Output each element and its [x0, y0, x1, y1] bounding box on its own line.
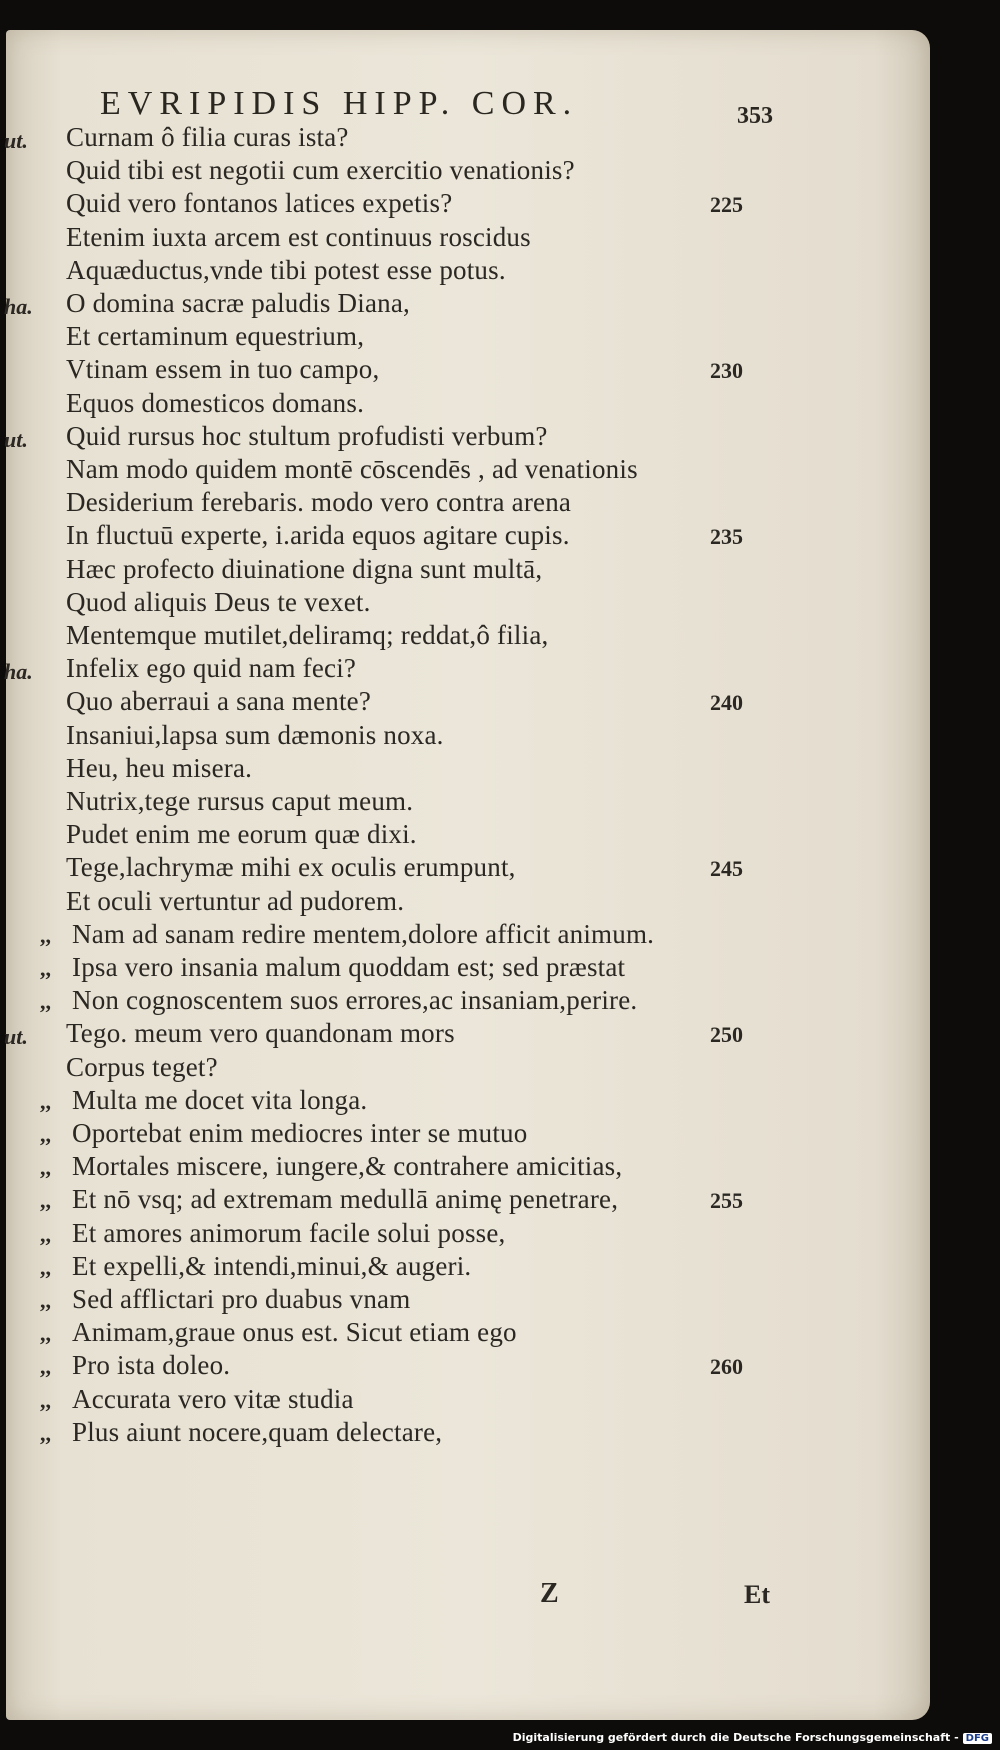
- line-number: 230: [710, 358, 743, 384]
- verse-line: [0, 288, 900, 322]
- line-number: 240: [710, 690, 743, 716]
- verse-text: Mortales miscere, iungere,& contrahere amicitias,: [72, 1151, 623, 1182]
- verse-line: [0, 819, 900, 853]
- verse-text: Nutrix,tege rursus caput meum.: [66, 786, 414, 816]
- gnomic-quote-mark: ,,: [40, 1155, 51, 1181]
- gnomic-quote-mark: ,,: [40, 1221, 51, 1247]
- verse-line: [0, 388, 900, 422]
- verse-line: [0, 1118, 900, 1152]
- running-title: EVRIPIDIS HIPP. COR.: [100, 85, 579, 122]
- verse-text: Curnam ô filia curas ista?: [66, 122, 349, 152]
- verse-line: [0, 421, 900, 455]
- verse-line: [0, 852, 900, 886]
- gnomic-quote-mark: ,,: [40, 1188, 51, 1214]
- verse-line: [0, 1184, 900, 1218]
- verse-line: [0, 1052, 900, 1086]
- verse-line: [0, 1350, 900, 1384]
- gnomic-quote-mark: ,,: [40, 1254, 51, 1280]
- verse-line: [0, 1317, 900, 1351]
- line-number: 245: [710, 856, 743, 882]
- speaker-label: ut.: [4, 1024, 28, 1050]
- verse-line: [0, 686, 900, 720]
- verse-line: [0, 1284, 900, 1318]
- verse-text: Heu, heu misera.: [66, 752, 253, 783]
- verse-text: Quid tibi est negotii cum exercitio venationis?: [66, 155, 575, 186]
- verse-text: Et amores animorum facile solui posse,: [72, 1217, 506, 1248]
- verse-text: Pro ista doleo.: [72, 1350, 231, 1381]
- verse-text: Et certaminum equestrium,: [66, 321, 365, 352]
- verse-text: Quid rursus hoc stultum profudisti verbum?: [66, 420, 548, 451]
- verse-text: Animam,graue onus est. Sicut etiam ego: [72, 1317, 517, 1348]
- verse-text: Hæc profecto diuinatione digna sunt multā,: [66, 553, 543, 584]
- gnomic-quote-mark: ,,: [40, 1420, 51, 1446]
- verse-text: Insaniui,lapsa sum dæmonis noxa.: [66, 719, 444, 750]
- verse-text: Plus aiunt nocere,quam delectare,: [72, 1416, 443, 1447]
- verse-text: O domina sacræ paludis Diana,: [66, 288, 410, 318]
- verse-line: [0, 1384, 900, 1418]
- verse-line: [0, 1417, 900, 1451]
- verse-text: Desiderium ferebaris. modo vero contra arena: [66, 487, 572, 518]
- verse-text: Oportebat enim mediocres inter se mutuo: [72, 1118, 528, 1148]
- verse-line: [0, 222, 900, 256]
- verse-text: Tege,lachrymæ mihi ex oculis erumpunt,: [66, 852, 516, 883]
- catchword: Et: [744, 1580, 770, 1609]
- verse-text: Sed afflictari pro duabus vnam: [72, 1284, 411, 1314]
- verse-text: Quod aliquis Deus te vexet.: [66, 586, 371, 617]
- verse-line: [0, 620, 900, 654]
- verse-line: [0, 321, 900, 355]
- gnomic-quote-mark: ,,: [40, 1321, 51, 1347]
- verse-line: [0, 255, 900, 289]
- gnomic-quote-mark: ,,: [40, 1288, 51, 1313]
- verse-line: [0, 919, 900, 953]
- verse-text: Nam ad sanam redire mentem,dolore afficit animum.: [72, 918, 655, 949]
- line-number: 260: [710, 1354, 743, 1380]
- verse-line: [0, 985, 900, 1019]
- verse-line: [0, 1218, 900, 1252]
- verse-text: Equos domesticos domans.: [66, 387, 365, 418]
- verse-text: Tego. meum vero quandonam mors: [66, 1018, 455, 1049]
- verse-line: [0, 1018, 900, 1052]
- verse-line: [0, 753, 900, 787]
- verse-text: Et oculi vertuntur ad pudorem.: [66, 885, 405, 916]
- verse-text: Aquæductus,vnde tibi potest esse potus.: [66, 254, 506, 285]
- verse-line: [0, 653, 900, 687]
- verse-line: [0, 122, 900, 156]
- line-number: 255: [710, 1188, 743, 1214]
- verse-line: [0, 587, 900, 621]
- verse-line: [0, 354, 900, 388]
- digitization-credit: [513, 1731, 992, 1744]
- verse-text: Vtinam essem in tuo campo,: [66, 354, 380, 385]
- line-number: 225: [710, 192, 743, 218]
- verse-line: [0, 487, 900, 521]
- verse-text: Ipsa vero insania malum quoddam est; sed præstat: [72, 952, 626, 982]
- verse-line: [0, 188, 900, 222]
- line-number: 235: [710, 524, 743, 550]
- verse-line: [0, 1151, 900, 1185]
- gnomic-quote-mark: ,,: [40, 1387, 51, 1413]
- verse-text: Infelix ego quid nam feci?: [66, 653, 357, 684]
- gnomic-quote-mark: ,,: [40, 1354, 51, 1380]
- page-number: 353: [737, 103, 773, 129]
- verse-line: [0, 554, 900, 588]
- verse-text: Quo aberraui a sana mente?: [66, 686, 372, 717]
- line-number: 250: [710, 1022, 743, 1048]
- verse-line: [0, 720, 900, 754]
- speaker-label: ha.: [4, 294, 33, 319]
- gnomic-quote-mark: ,,: [40, 1088, 51, 1114]
- verse-text: Et expelli,& intendi,minui,& augeri.: [72, 1250, 472, 1281]
- verse-text: Corpus teget?: [66, 1051, 218, 1082]
- verse-line: [0, 454, 900, 488]
- dfg-logo: DFG: [963, 1733, 992, 1744]
- verse-text: Accurata vero vitæ studia: [72, 1383, 354, 1414]
- verse-line: [0, 786, 900, 820]
- verse-text: Nam modo quidem montē cōscendēs , ad venationis: [66, 454, 638, 484]
- verse-text: Etenim iuxta arcem est continuus roscidus: [66, 221, 531, 252]
- verse-text: Mentemque mutilet,deliramq; reddat,ô filia,: [66, 620, 549, 650]
- verse-line: [0, 886, 900, 920]
- speaker-label: ut.: [4, 128, 28, 153]
- credit-text: Digitalisierung gefördert durch die Deutsche Forschungsgemeinschaft -: [512, 1731, 959, 1744]
- gnomic-quote-mark: ,,: [40, 1122, 51, 1147]
- verse-text: Et nō vsq; ad extremam medullā animę penetrare,: [72, 1184, 619, 1215]
- verse-line: [0, 520, 900, 554]
- verse-text: In fluctuū experte, i.arida equos agitare cupis.: [66, 520, 570, 551]
- gnomic-quote-mark: ,,: [40, 989, 51, 1015]
- speaker-label: ha.: [4, 659, 33, 685]
- verse-text: Non cognoscentem suos errores,ac insaniam,perire.: [72, 985, 638, 1016]
- verse-text: Pudet enim me eorum quæ dixi.: [66, 819, 417, 850]
- verse-line: [0, 155, 900, 189]
- verse-text: Multa me docet vita longa.: [72, 1084, 368, 1115]
- gnomic-quote-mark: ,,: [40, 922, 51, 948]
- verse-text: Quid vero fontanos latices expetis?: [66, 188, 453, 219]
- signature-mark: Z: [540, 1578, 559, 1609]
- verse-line: [0, 1251, 900, 1285]
- verse-line: [0, 1085, 900, 1119]
- gnomic-quote-mark: ,,: [40, 956, 51, 981]
- verse-line: [0, 952, 900, 986]
- speaker-label: ut.: [4, 426, 28, 452]
